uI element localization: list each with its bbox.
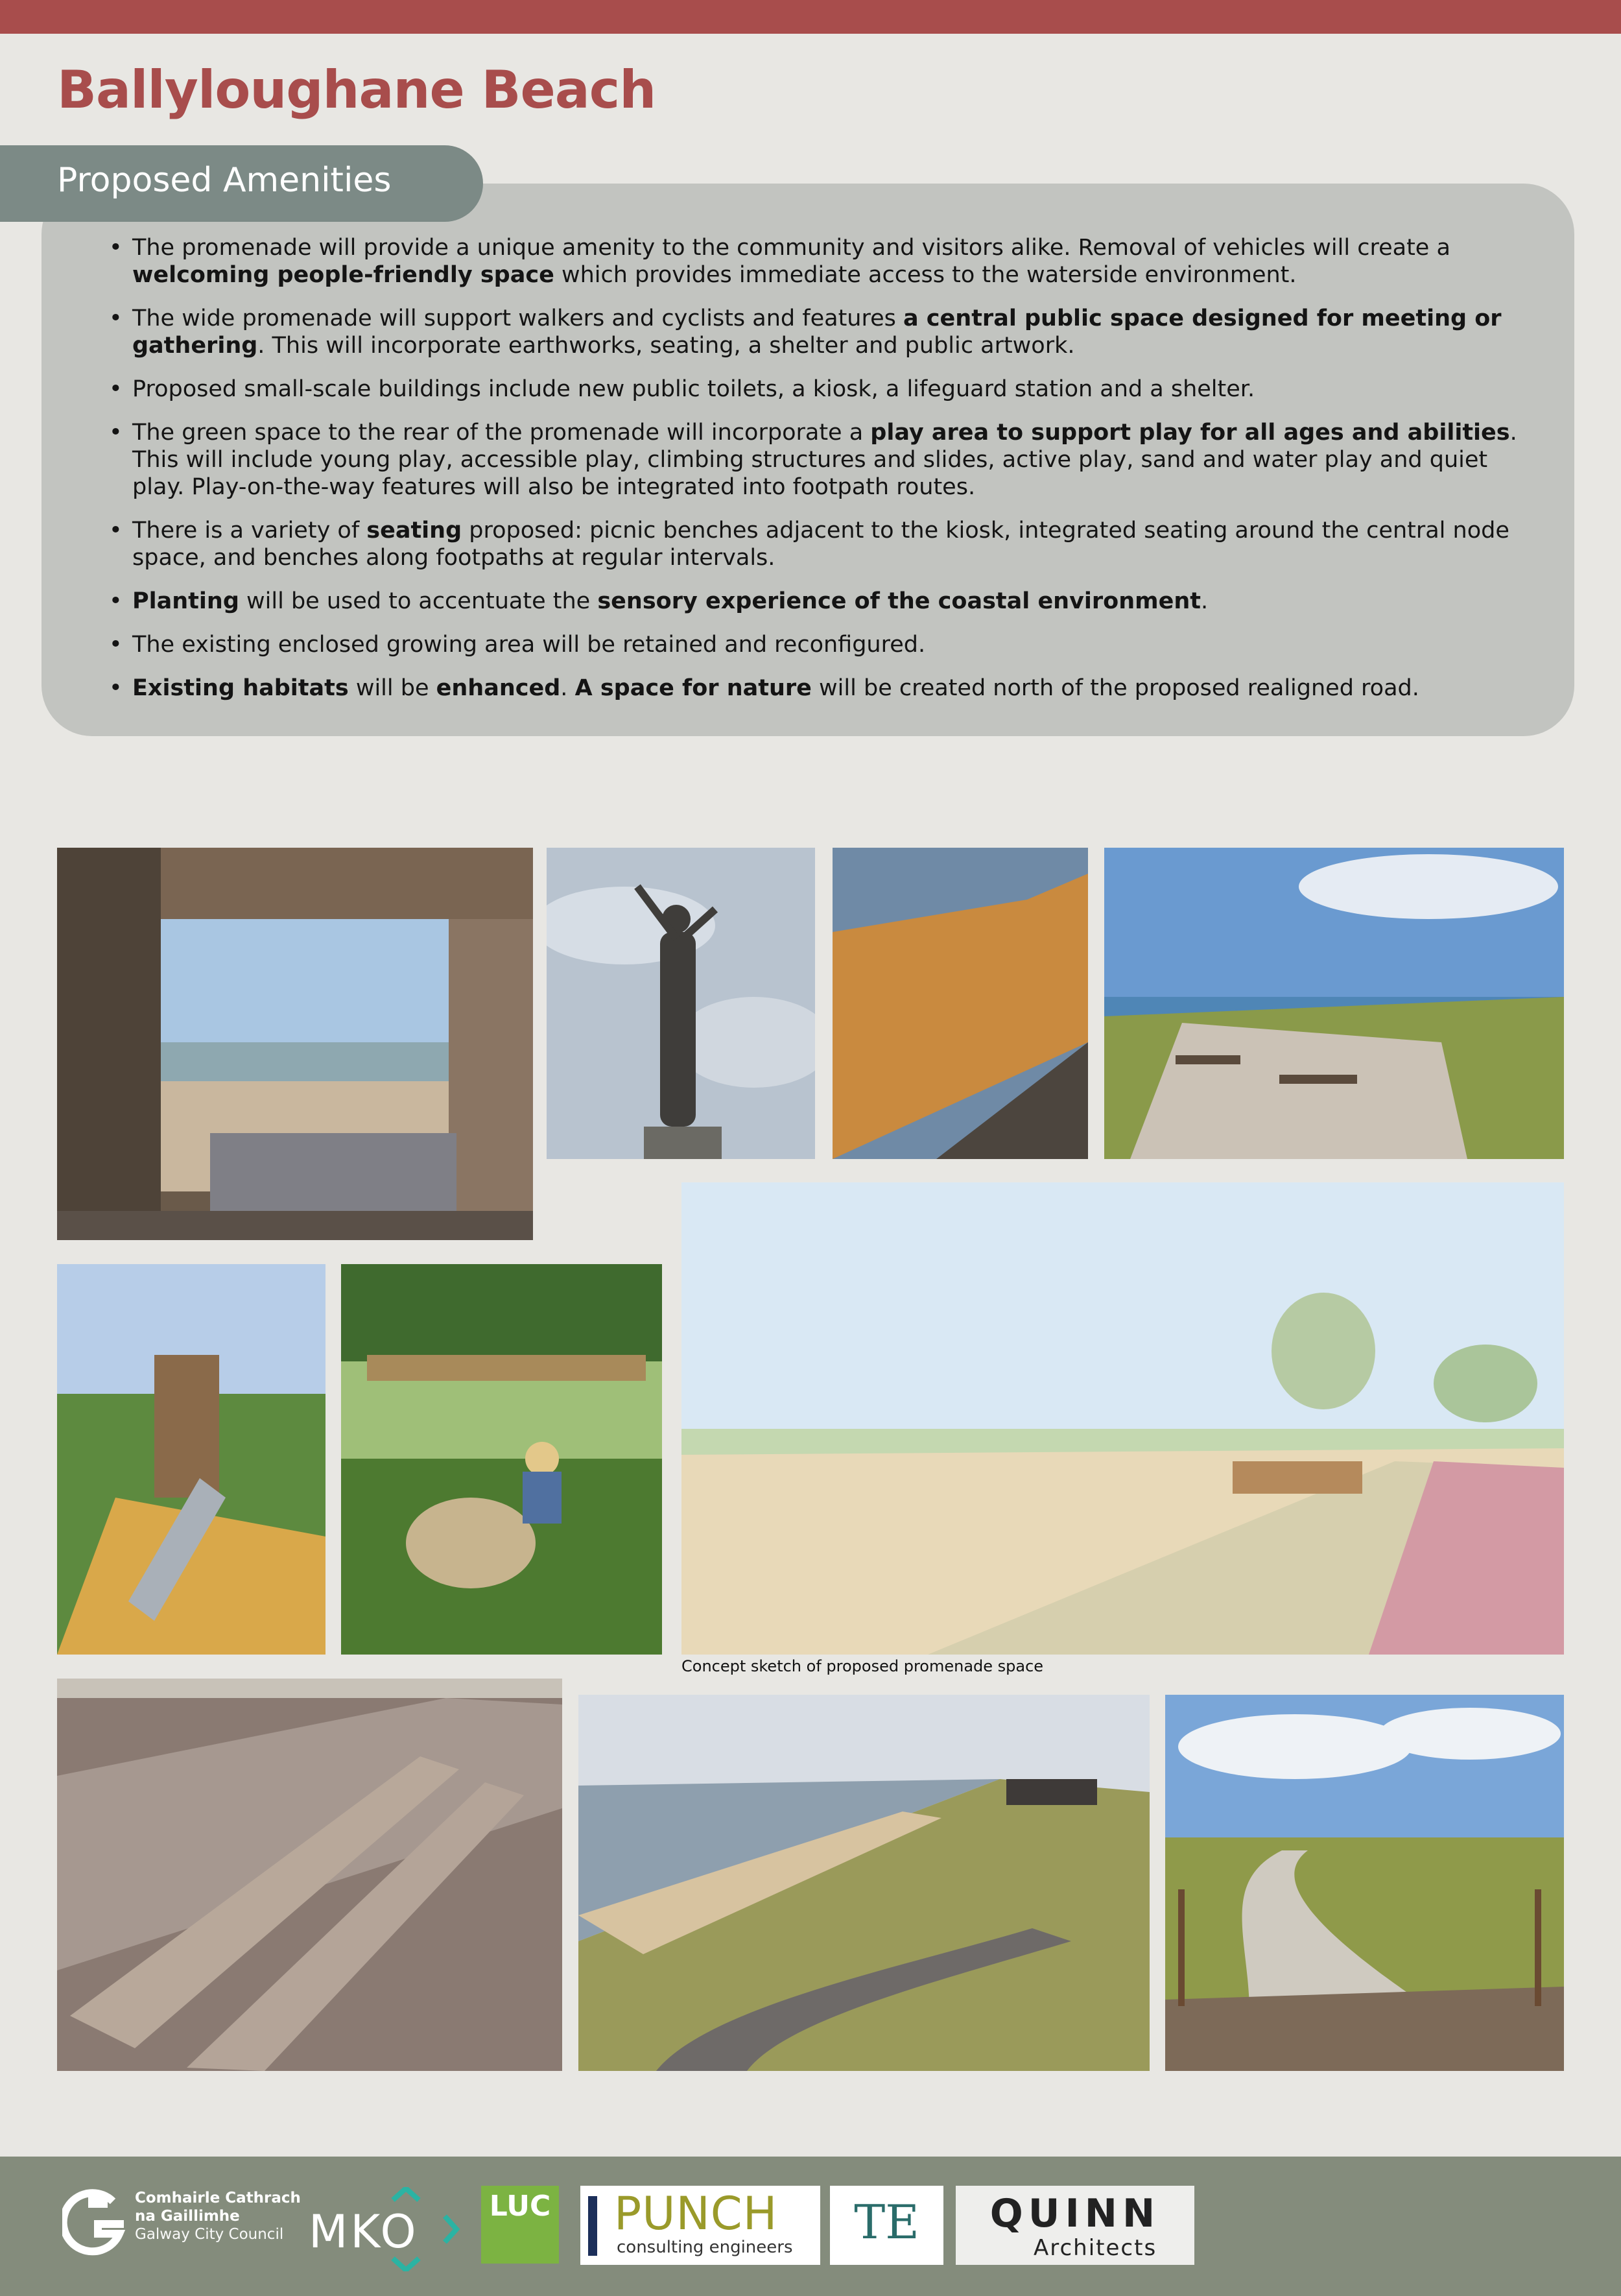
luc-text: LUC (489, 2190, 551, 2223)
mko-text: MKO (309, 2205, 419, 2258)
te-text: TE (854, 2195, 919, 2249)
play-tower-photo (57, 1264, 325, 1655)
luc-logo (481, 2186, 559, 2264)
quinn-architects-logo (956, 2186, 1194, 2265)
stone-steps-photo (57, 1679, 562, 2071)
shelter-photo (57, 848, 533, 1240)
statue-photo (547, 848, 815, 1159)
list-item: • There is a variety of seating proposed: picnic benches adjacent to the kiosk, integrated seating around the central node space, and benches along footpaths at regular intervals. (91, 517, 1546, 571)
boardwalk-photo (1165, 1695, 1564, 2071)
list-item: • Proposed small-scale buildings include new public toilets, a kiosk, a lifeguard station and a shelter. (91, 376, 1546, 403)
galway-city-council-logo (62, 2188, 127, 2260)
section-heading-tab: Proposed Amenities (0, 145, 483, 222)
list-item: • The wide promenade will support walkers and cyclists and features a central public space designed for meeting or gathering. This will incorporate earthworks, seating, a shelter and public artwork. (91, 305, 1546, 359)
quinn-subtitle: Architects (1034, 2235, 1157, 2261)
punch-subtitle: consulting engineers (617, 2238, 793, 2257)
dune-path-photo (578, 1695, 1150, 2071)
sensory-play-photo (341, 1264, 662, 1655)
te-logo (830, 2186, 943, 2265)
list-item: • Planting will be used to accentuate the sensory experience of the coastal environment. (91, 588, 1546, 615)
list-item: • The green space to the rear of the promenade will incorporate a play area to support play for all ages and abilities. This will include young play, accessible play, climbing structures and slides, active play, sand and water play and quiet play. Play-on-the-way features will also be integrated into footpath routes. (91, 419, 1546, 501)
punch-logo (580, 2186, 820, 2265)
list-item: • The existing enclosed growing area will be retained and reconfigured. (91, 631, 1546, 658)
gcc-line-3: Galway City Council (135, 2226, 284, 2243)
page-title: Ballyloughane Beach (57, 60, 656, 120)
galway-city-council-text (135, 2189, 301, 2243)
coastal-benches-photo (1104, 848, 1564, 1159)
punch-text: PUNCH (614, 2187, 778, 2240)
top-accent-bar (0, 0, 1621, 34)
timber-fence-photo (833, 848, 1088, 1159)
amenities-list (91, 234, 1546, 702)
punch-bar (588, 2196, 597, 2256)
promenade-concept-sketch (681, 1182, 1564, 1655)
gcc-line-1: Comhairle Cathrach (135, 2190, 301, 2206)
list-item: • Existing habitats will be enhanced. A space for nature will be created north of the proposed realigned road. (91, 675, 1546, 702)
quinn-text: QUINN (989, 2191, 1161, 2236)
sketch-caption: Concept sketch of proposed promenade space (681, 1657, 1044, 1675)
gcc-line-2: na Gaillimhe (135, 2208, 240, 2225)
amenities-panel (41, 184, 1574, 736)
mko-logo (309, 2187, 464, 2271)
list-item: • The promenade will provide a unique amenity to the community and visitors alike. Removal of vehicles will create a welcoming people-friendly space which provides immediate access to the waterside environment. (91, 234, 1546, 289)
